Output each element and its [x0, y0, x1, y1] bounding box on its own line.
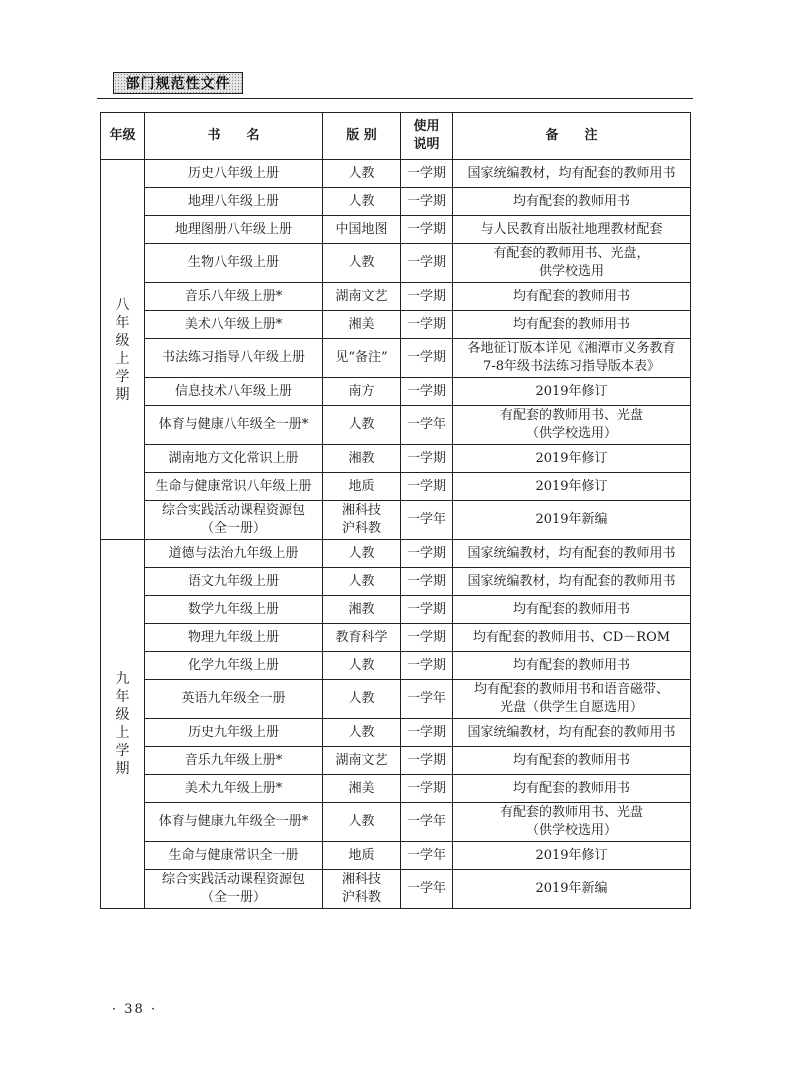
usage-cell: 一学期: [401, 216, 453, 244]
book-name-cell: 美术九年级上册*: [145, 775, 323, 803]
note-cell: 均有配套的教师用书: [453, 311, 691, 339]
usage-cell: 一学期: [401, 378, 453, 406]
usage-cell: 一学期: [401, 568, 453, 596]
header-usage: 使用 说明: [401, 113, 453, 160]
table-row: [101, 406, 691, 445]
table-row: [101, 652, 691, 680]
note-cell: 国家统编教材，均有配套的教师用书: [453, 160, 691, 188]
table-header-row: [101, 113, 691, 160]
book-name-cell: 书法练习指导八年级上册: [145, 339, 323, 378]
header-note: 备 注: [453, 113, 691, 160]
book-name-cell: 美术八年级上册*: [145, 311, 323, 339]
table-row: [101, 473, 691, 501]
page-number: · 38 ·: [112, 1002, 158, 1017]
note-cell: 均有配套的教师用书: [453, 188, 691, 216]
edition-cell: 人教: [323, 719, 401, 747]
usage-cell: 一学期: [401, 747, 453, 775]
edition-cell: 人教: [323, 406, 401, 445]
usage-cell: 一学期: [401, 624, 453, 652]
book-name-cell: 音乐九年级上册*: [145, 747, 323, 775]
edition-cell: 湘教: [323, 596, 401, 624]
book-name-cell: 地理图册八年级上册: [145, 216, 323, 244]
note-cell: 国家统编教材，均有配套的教师用书: [453, 540, 691, 568]
usage-cell: 一学年: [401, 842, 453, 870]
edition-cell: 湘美: [323, 775, 401, 803]
note-cell: 与人民教育出版社地理教材配套: [453, 216, 691, 244]
note-cell: 2019年修订: [453, 445, 691, 473]
book-name-cell: 信息技术八年级上册: [145, 378, 323, 406]
table-row: [101, 188, 691, 216]
grade-cell: 八 年 级 上 学 期: [101, 160, 145, 540]
textbook-table: [100, 112, 691, 909]
note-cell: 均有配套的教师用书和语音磁带、 光盘（供学生自愿选用）: [453, 680, 691, 719]
usage-cell: 一学期: [401, 652, 453, 680]
book-name-cell: 历史九年级上册: [145, 719, 323, 747]
table-row: [101, 842, 691, 870]
book-name-cell: 综合实践活动课程资源包 （全一册）: [145, 870, 323, 909]
note-cell: 各地征订版本详见《湘潭市义务教育 7-8年级书法练习指导版本表》: [453, 339, 691, 378]
note-cell: 2019年新编: [453, 501, 691, 540]
edition-cell: 人教: [323, 652, 401, 680]
table-row: [101, 870, 691, 909]
usage-cell: 一学期: [401, 775, 453, 803]
note-cell: 均有配套的教师用书、CD－ROM: [453, 624, 691, 652]
edition-cell: 中国地图: [323, 216, 401, 244]
edition-cell: 人教: [323, 244, 401, 283]
book-name-cell: 生物八年级上册: [145, 244, 323, 283]
header-edition: 版 别: [323, 113, 401, 160]
book-name-cell: 英语九年级全一册: [145, 680, 323, 719]
header-rule: [97, 98, 693, 99]
table-body: [101, 160, 691, 909]
book-name-cell: 物理九年级上册: [145, 624, 323, 652]
note-cell: 国家统编教材，均有配套的教师用书: [453, 719, 691, 747]
table-row: [101, 445, 691, 473]
usage-cell: 一学期: [401, 283, 453, 311]
table-row: [101, 311, 691, 339]
usage-cell: 一学期: [401, 160, 453, 188]
note-cell: 有配套的教师用书、光盘， 供学校选用: [453, 244, 691, 283]
book-name-cell: 音乐八年级上册*: [145, 283, 323, 311]
usage-cell: 一学期: [401, 311, 453, 339]
edition-cell: 人教: [323, 188, 401, 216]
usage-cell: 一学期: [401, 339, 453, 378]
note-cell: 均有配套的教师用书: [453, 652, 691, 680]
note-cell: 有配套的教师用书、光盘 （供学校选用）: [453, 406, 691, 445]
note-cell: 2019年修订: [453, 378, 691, 406]
table-row: [101, 283, 691, 311]
book-name-cell: 化学九年级上册: [145, 652, 323, 680]
usage-cell: 一学期: [401, 188, 453, 216]
edition-cell: 人教: [323, 160, 401, 188]
usage-cell: 一学年: [401, 803, 453, 842]
note-cell: 2019年新编: [453, 870, 691, 909]
usage-cell: 一学期: [401, 445, 453, 473]
edition-cell: 人教: [323, 568, 401, 596]
book-name-cell: 语文九年级上册: [145, 568, 323, 596]
book-name-cell: 道德与法治九年级上册: [145, 540, 323, 568]
book-name-cell: 综合实践活动课程资源包 （全一册）: [145, 501, 323, 540]
table-row: [101, 596, 691, 624]
usage-cell: 一学年: [401, 406, 453, 445]
book-name-cell: 生命与健康常识全一册: [145, 842, 323, 870]
edition-cell: 湖南文艺: [323, 747, 401, 775]
book-name-cell: 地理八年级上册: [145, 188, 323, 216]
edition-cell: 人教: [323, 803, 401, 842]
table-row: [101, 803, 691, 842]
table-row: [101, 775, 691, 803]
book-name-cell: 体育与健康八年级全一册*: [145, 406, 323, 445]
section-label: 部门规范性文件: [113, 72, 243, 94]
usage-cell: 一学期: [401, 473, 453, 501]
note-cell: 国家统编教材，均有配套的教师用书: [453, 568, 691, 596]
table-row: [101, 160, 691, 188]
book-name-cell: 数学九年级上册: [145, 596, 323, 624]
note-cell: 均有配套的教师用书: [453, 747, 691, 775]
book-name-cell: 生命与健康常识八年级上册: [145, 473, 323, 501]
usage-cell: 一学期: [401, 540, 453, 568]
table-row: [101, 216, 691, 244]
edition-cell: 教育科学: [323, 624, 401, 652]
table-row: [101, 540, 691, 568]
note-cell: 均有配套的教师用书: [453, 596, 691, 624]
header-grade: 年级: [101, 113, 145, 160]
usage-cell: 一学期: [401, 244, 453, 283]
edition-cell: 湘科技 沪科教: [323, 870, 401, 909]
table-row: [101, 719, 691, 747]
edition-cell: 湘教: [323, 445, 401, 473]
grade-cell: 九 年 级 上 学 期: [101, 540, 145, 909]
note-cell: 均有配套的教师用书: [453, 283, 691, 311]
note-cell: 2019年修订: [453, 842, 691, 870]
edition-cell: 南方: [323, 378, 401, 406]
edition-cell: 见“备注”: [323, 339, 401, 378]
table-row: [101, 501, 691, 540]
table-row: [101, 568, 691, 596]
usage-cell: 一学期: [401, 719, 453, 747]
edition-cell: 地质: [323, 842, 401, 870]
edition-cell: 人教: [323, 680, 401, 719]
book-name-cell: 体育与健康九年级全一册*: [145, 803, 323, 842]
edition-cell: 地质: [323, 473, 401, 501]
note-cell: 2019年修订: [453, 473, 691, 501]
header-book: 书 名: [145, 113, 323, 160]
usage-cell: 一学年: [401, 870, 453, 909]
note-cell: 有配套的教师用书、光盘 （供学校选用）: [453, 803, 691, 842]
usage-cell: 一学年: [401, 680, 453, 719]
book-name-cell: 历史八年级上册: [145, 160, 323, 188]
table-row: [101, 624, 691, 652]
edition-cell: 湘美: [323, 311, 401, 339]
usage-cell: 一学期: [401, 596, 453, 624]
edition-cell: 湘科技 沪科教: [323, 501, 401, 540]
book-name-cell: 湖南地方文化常识上册: [145, 445, 323, 473]
table-row: [101, 378, 691, 406]
usage-cell: 一学年: [401, 501, 453, 540]
edition-cell: 人教: [323, 540, 401, 568]
table-row: [101, 339, 691, 378]
edition-cell: 湖南文艺: [323, 283, 401, 311]
table-row: [101, 244, 691, 283]
table-row: [101, 680, 691, 719]
note-cell: 均有配套的教师用书: [453, 775, 691, 803]
table-row: [101, 747, 691, 775]
